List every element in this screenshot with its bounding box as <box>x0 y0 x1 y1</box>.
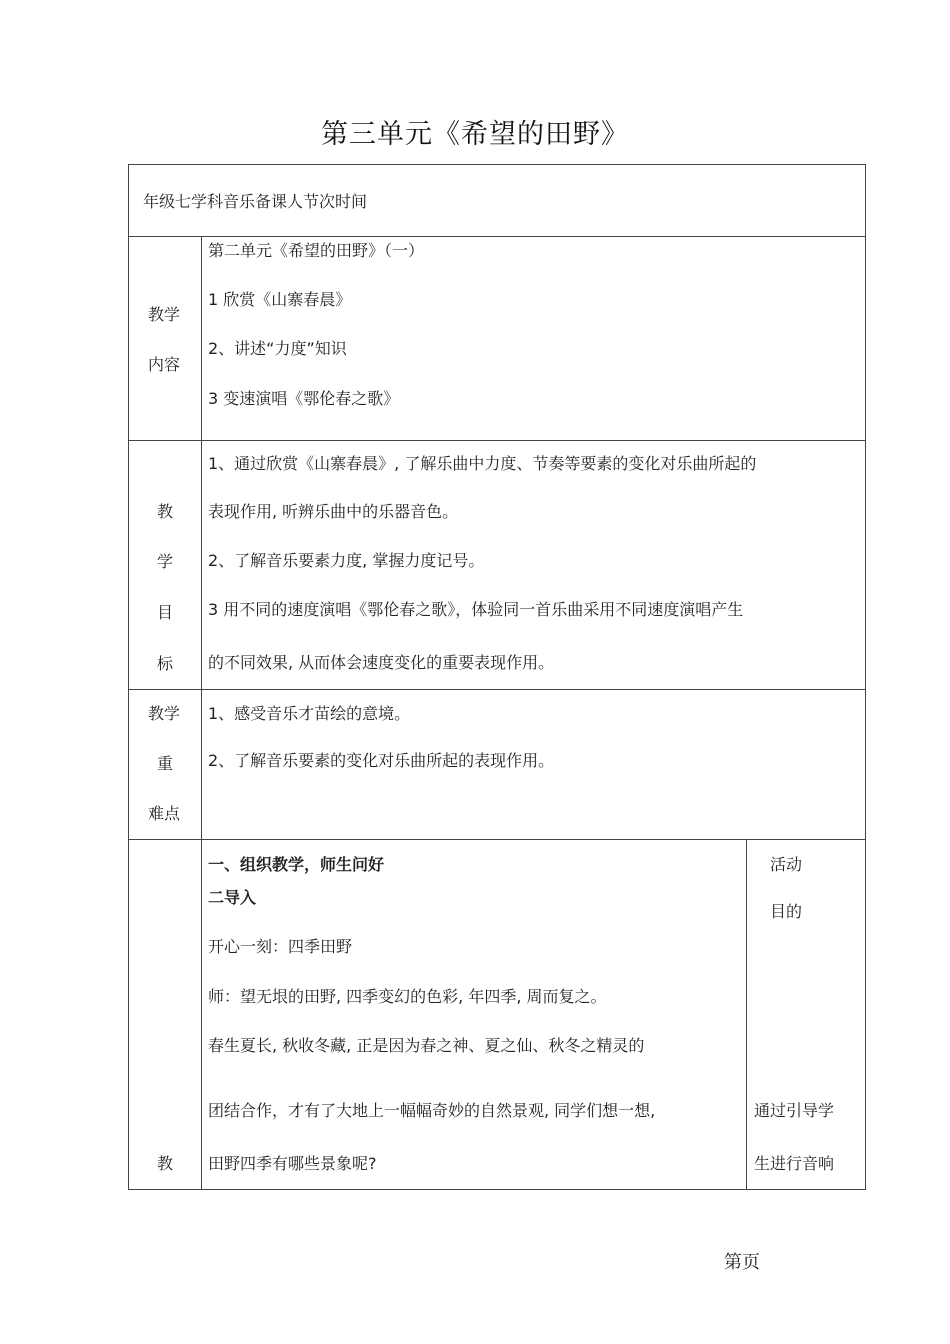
process-side-line: 目的 <box>770 902 803 921</box>
process-line: 师：望无垠的田野, 四季变幻的色彩, 年四季, 周而复之。 <box>208 987 607 1006</box>
row-divider <box>128 440 866 441</box>
process-line: 团结合作，才有了大地上一幅幅奇妙的自然景观, 同学们想一想, <box>208 1101 656 1120</box>
goals-line: 表现作用, 听辨乐曲中的乐器音色。 <box>208 502 459 521</box>
process-line: 开心一刻：四季田野 <box>208 937 353 956</box>
row-divider <box>128 689 866 690</box>
goals-label-char: 教 <box>157 502 174 521</box>
content-label-line: 教学 <box>148 305 181 324</box>
column-divider <box>746 839 747 1190</box>
goals-line: 的不同效果, 从而体会速度变化的重要表现作用。 <box>208 653 555 672</box>
goals-label-char: 学 <box>157 552 174 571</box>
keypoints-label-line: 教学 <box>148 704 181 723</box>
content-line: 3 变速演唱《鄂伦春之歌》 <box>208 389 400 408</box>
process-side-line: 生进行音响 <box>754 1154 835 1173</box>
content-line: 第二单元《希望的田野》（一） <box>208 241 425 260</box>
header-row-text: 年级七学科音乐备课人节次时间 <box>143 192 368 211</box>
goals-line: 2、了解音乐要素力度, 掌握力度记号。 <box>208 551 485 570</box>
process-side-line: 通过引导学 <box>754 1101 835 1120</box>
content-label-line: 内容 <box>148 355 181 374</box>
content-line: 1 欣赏《山寨春晨》 <box>208 290 352 309</box>
keypoints-label-line: 重 <box>157 754 174 773</box>
process-heading: 一、组织教学，师生问好 <box>208 855 385 874</box>
keypoints-line: 1、感受音乐才苗绘的意境。 <box>208 704 411 723</box>
goals-line: 1、通过欣赏《山寨春晨》, 了解乐曲中力度、节奏等要素的变化对乐曲所起的 <box>208 454 757 473</box>
page-title: 第三单元《希望的田野》 <box>321 119 629 150</box>
keypoints-line: 2、了解音乐要素的变化对乐曲所起的表现作用。 <box>208 751 555 770</box>
process-line: 田野四季有哪些景象呢? <box>208 1154 377 1173</box>
page-footer: 第页 <box>724 1252 760 1273</box>
content-line: 2、讲述“力度”知识 <box>208 339 347 358</box>
row-divider <box>128 236 866 237</box>
goals-label-char: 目 <box>157 603 174 622</box>
keypoints-label-line: 难点 <box>148 804 181 823</box>
process-line: 春生夏长, 秋收冬藏, 正是因为春之神、夏之仙、秋冬之精灵的 <box>208 1036 645 1055</box>
column-divider <box>201 236 202 1190</box>
process-side-line: 活动 <box>770 855 803 874</box>
process-label: 教 <box>157 1154 174 1173</box>
process-heading: 二导入 <box>208 888 257 907</box>
row-divider <box>128 839 866 840</box>
goals-line: 3 用不同的速度演唱《鄂伦春之歌》，体验同一首乐曲采用不同速度演唱产生 <box>208 600 744 619</box>
goals-label-char: 标 <box>157 654 174 673</box>
